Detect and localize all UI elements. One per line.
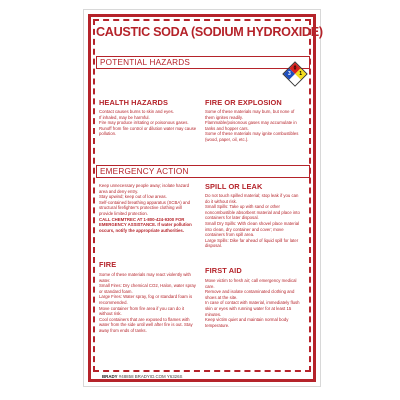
spill-line: Do not touch spilled material; stop leak if you can do it without risk. xyxy=(205,193,299,204)
fire-line: Cool containers that are exposed to flames with water from the side until well after fire is out. Stay away from ends of tanks. xyxy=(99,316,193,333)
spill-leak-heading: SPILL OR LEAK xyxy=(205,182,263,191)
potential-hazards-label: POTENTIAL HAZARDS xyxy=(100,58,190,67)
spill-line: Small Dry Spills: With clean shovel place material into clean, dry container and cover; move containers from spill area. xyxy=(205,220,300,238)
fire-explosion-text xyxy=(205,109,303,143)
nfpa-special xyxy=(289,74,300,85)
potential-hazards-bar xyxy=(96,56,310,69)
fire-text xyxy=(99,272,197,334)
nfpa-diamond-shape xyxy=(282,61,307,86)
health-line: If inhaled, may be harmful. xyxy=(99,114,150,120)
emergency-action-label: EMERGENCY ACTION xyxy=(100,167,189,176)
nfpa-flammability-value: 0 xyxy=(293,65,297,72)
emergency-line: Self-contained breathing apparatus (SCBA) and structural firefighter's protective clothing will provide limited protection. xyxy=(99,199,191,216)
health-line: Fire may produce irritating or poisonous gases. xyxy=(99,120,189,126)
spill-line: Large Spills: Dike far ahead of liquid spill for later disposal. xyxy=(205,237,299,249)
first-aid-heading: FIRST AID xyxy=(205,266,242,275)
first-aid-line: Move victim to fresh air; call emergency medical care. xyxy=(205,278,297,289)
fire-heading: FIRE xyxy=(99,260,117,269)
nfpa-diamond xyxy=(283,62,306,85)
fire-line: Small Fires: Dry chemical CO2, Halon, water spray or standard foam. xyxy=(99,283,196,294)
fire-explosion-heading: FIRE OR EXPLOSION xyxy=(205,98,282,107)
footer-text: #48858 BRADYID.COM Y6326S xyxy=(118,374,183,379)
first-aid-line: Keep victim quiet and maintain normal body temperature. xyxy=(205,317,289,328)
nfpa-reactivity-value: 1 xyxy=(299,71,303,77)
health-hazards-heading: HEALTH HAZARDS xyxy=(99,98,169,107)
emergency-action-bar xyxy=(96,165,310,178)
fire-explosion-line: Some of these materials may ignite combustibles (wood, paper, oil, etc.). xyxy=(205,131,299,142)
health-line: Contact causes burns to skin and eyes. xyxy=(99,109,174,114)
nfpa-special-value xyxy=(291,76,299,84)
emergency-line: Keep unnecessary people away; isolate hazard area and deny entry. xyxy=(99,183,190,194)
caustic-soda-sign xyxy=(83,9,321,387)
first-aid-text xyxy=(205,278,303,328)
sign-title: CAUSTIC SODA (SODIUM HYDROXIDE) xyxy=(96,25,323,39)
emergency-line: CALL CHEMTREC AT 1-800-424-9300 FOR EMERGENCY ASSISTANCE. If water pollution occurs, notify the appropriate authorities. xyxy=(99,216,192,233)
first-aid-line: In case of contact with material, immediately flush skin or eyes with running water for at least 15 minutes. xyxy=(205,300,300,317)
sign-footer xyxy=(102,374,182,379)
fire-explosion-line: Flammable/poisonous gases may accumulate in tanks and hopper cars. xyxy=(205,120,297,131)
health-hazards-text xyxy=(99,109,197,137)
fire-line: Large Fires: Water spray, fog or standard foam is recommended. xyxy=(99,294,193,305)
emergency-text xyxy=(99,183,197,233)
health-line: Runoff from fire control or dilution water may cause pollution. xyxy=(99,125,197,137)
spill-line: Small Spills: Take up with sand or other noncombustible absorbent material and place into containers for later disposal. xyxy=(205,204,300,221)
brady-logo: BRADY xyxy=(102,374,118,379)
emergency-line: Stay upwind; keep out of low areas. xyxy=(99,194,167,200)
first-aid-line: Remove and isolate contaminated clothing and shoes at the site. xyxy=(205,289,295,300)
spill-leak-text xyxy=(205,193,303,249)
nfpa-health-value: 3 xyxy=(287,71,291,77)
fire-explosion-line: Some of these materials may burn, but none of them ignites readily. xyxy=(205,109,295,120)
fire-line: Some of these materials may react violently with water. xyxy=(99,272,191,283)
fire-line: Move container from fire area if you can do it without risk. xyxy=(99,305,185,317)
